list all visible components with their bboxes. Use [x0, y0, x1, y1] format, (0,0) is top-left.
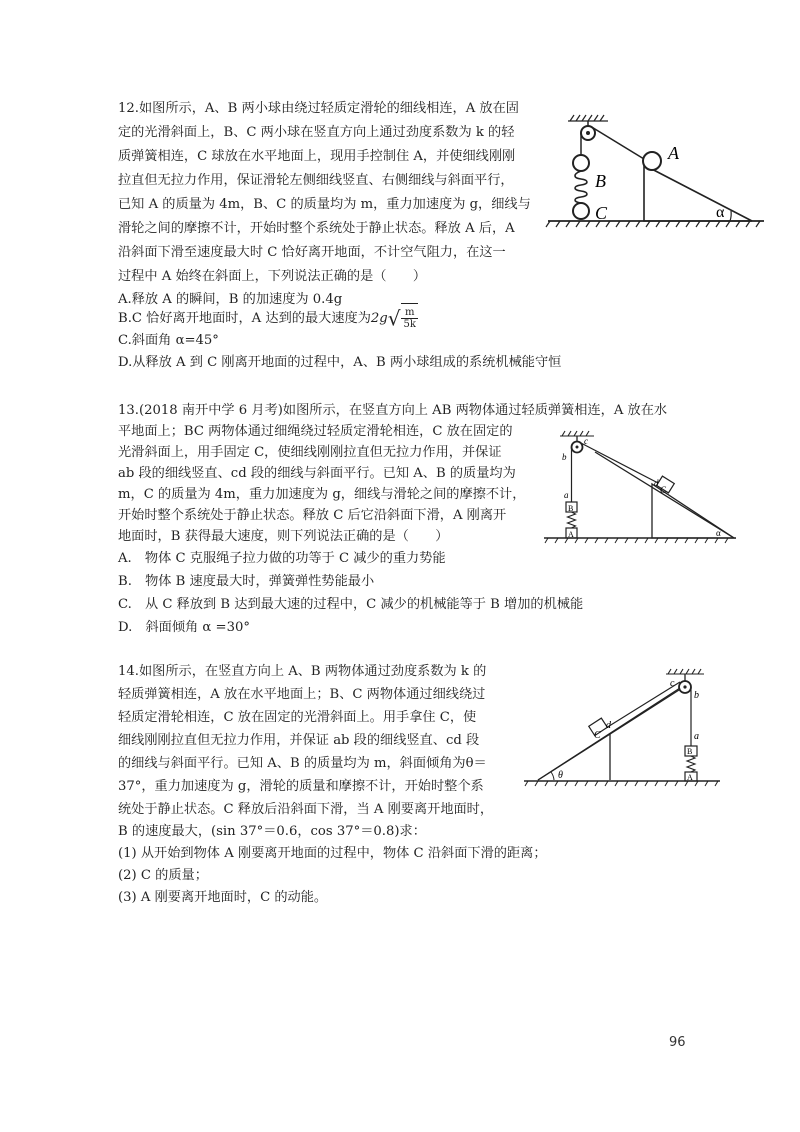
label-b: B: [595, 171, 606, 191]
label-block-b: B: [687, 747, 693, 756]
label-c-point: c: [584, 436, 588, 446]
label-block-a: A: [687, 773, 693, 782]
angle-arc: [551, 772, 554, 780]
page-number: 96: [669, 1035, 686, 1050]
q12-option-d: D.从释放 A 到 C 刚离开地面的过程中，A、B 两小球组成的系统机械能守恒: [118, 355, 562, 370]
q13-line-3: 光滑斜面上，用手固定 C，使细线刚刚拉直但无拉力作用，并保证: [118, 445, 502, 460]
q13-option-a: A. 物体 C 克服绳子拉力做的功等于 C 减少的重力势能: [118, 551, 446, 566]
q12-line-1: 12.如图所示，A、B 两小球由绕过轻质定滑轮的细线相连，A 放在固: [118, 101, 519, 116]
q12-option-a: A.释放 A 的瞬间，B 的加速度为 0.4g: [118, 292, 343, 307]
q12-line-2: 定的光滑斜面上，B、C 两小球在竖直方向上通过劲度系数为 k 的轻: [118, 125, 515, 140]
q14-line-5: 的细线与斜面平行。已知 A、B 的质量均为 m，斜面倾角为θ＝: [118, 756, 487, 771]
label-a: A: [668, 143, 679, 163]
incline-icon: [644, 165, 752, 221]
pulley-axle: [576, 446, 579, 449]
q12-line-7: 沿斜面下滑至速度最大时 C 恰好离开地面，不计空气阻力，在这一: [118, 245, 506, 260]
fraction-numerator: m: [401, 307, 417, 319]
q14-question-3: (3) A 刚要离开地面时，C 的动能。: [118, 890, 328, 905]
ball-a-icon: [643, 152, 661, 170]
q14-line-8: B 的速度最大，(sin 37°＝0.6，cos 37°＝0.8)求：: [118, 824, 426, 839]
q13-line-5: m，C 的质量为 4m，重力加速度为 g，细线与滑轮之间的摩擦不计，: [118, 487, 526, 502]
label-alpha: α: [716, 528, 721, 538]
q12-line-3: 质弹簧相连，C 球放在水平地面上，现用手控制住 A，并使细线刚刚: [118, 149, 516, 164]
spring-icon: [687, 756, 695, 772]
q13-line-2: 平地面上；BC 两物体通过细绳绕过轻质定滑轮相连，C 放在固定的: [118, 424, 513, 439]
q14-question-2: (2) C 的质量；: [118, 868, 208, 883]
q12-option-b-sqrt: [401, 303, 417, 334]
label-c-point: c: [670, 678, 675, 689]
label-block-c: C: [594, 730, 601, 741]
label-b-point: b: [562, 452, 567, 462]
q12-option-b-coef: 2g: [370, 311, 388, 326]
label-a-point: a: [694, 731, 699, 742]
q13-line-1: 13.(2018 南开中学 6 月考)如图所示，在竖直方向上 AB 两物体通过轻质弹簧相连，A 放在水: [118, 403, 668, 418]
q13-line-6: 开始时整个系统处于静止状态。释放 C 后它沿斜面下滑，A 刚离开: [118, 508, 507, 523]
q12-figure: [540, 113, 768, 241]
q13-figure: [540, 430, 740, 548]
q12-option-b-text: B.C 恰好离开地面时，A 达到的最大速度为: [118, 311, 371, 326]
q14-line-6: 37°，重力加速度为 g，滑轮的质量和摩擦不计，开始时整个系: [118, 779, 484, 794]
label-block-b: B: [568, 504, 574, 513]
label-theta: θ: [558, 770, 563, 781]
pulley-axle: [683, 685, 686, 688]
label-d-point: d: [606, 720, 611, 731]
q14-line-7: 统处于静止状态。C 释放后沿斜面下滑，当 A 刚要离开地面时，: [118, 802, 494, 817]
q13-option-b: B. 物体 B 速度最大时，弹簧弹性势能最小: [118, 574, 375, 589]
q12-line-6: 滑轮之间的摩擦不计，开始时整个系统处于静止状态。释放 A 后，A: [118, 221, 515, 236]
label-a-point: a: [564, 490, 569, 500]
q13-option-d: D. 斜面倾角 α =30°: [118, 620, 250, 635]
label-c: C: [595, 203, 608, 223]
q13-line-7: 地面时，B 获得最大速度，则下列说法正确的是（ ）: [118, 529, 449, 544]
label-d-point: d: [654, 478, 659, 488]
pulley-axle: [586, 131, 590, 135]
radical-icon: √: [387, 306, 401, 331]
q13-option-c: C. 从 C 释放到 B 达到最大速的过程中，C 减少的机械能等于 B 增加的机械能: [118, 597, 584, 612]
q12-line-8: 过程中 A 始终在斜面上，下列说法正确的是（ ）: [118, 269, 427, 284]
rope-cd: [606, 682, 680, 728]
label-block-c: C: [660, 485, 667, 495]
q14-line-1: 14.如图所示，在竖直方向上 A、B 两物体通过劲度系数为 k 的: [118, 664, 487, 679]
q14-line-3: 轻质定滑轮相连，C 放在固定的光滑斜面上。用手拿住 C，使: [118, 710, 477, 725]
q14-line-2: 轻质弹簧相连，A 放在水平地面上；B、C 两物体通过细线绕过: [118, 687, 486, 702]
ceiling-hatch: [666, 669, 704, 674]
label-alpha: α: [716, 204, 725, 221]
q12-line-5: 已知 A 的质量为 4m，B、C 的质量均为 m，重力加速度为 g，细线与: [118, 197, 531, 212]
q14-figure: [520, 668, 728, 796]
q14-line-4: 细线刚刚拉直但无拉力作用，并保证 ab 段的细线竖直、cd 段: [118, 733, 480, 748]
rope-incline: [590, 126, 644, 159]
ceiling-hatch: [560, 431, 594, 436]
ground-hatch: [546, 221, 764, 227]
ceiling-hatch: [568, 115, 608, 121]
incline-surface: [595, 452, 734, 538]
q13-line-4: ab 段的细线竖直、cd 段的细线与斜面平行。已知 A、B 的质量均为: [118, 466, 516, 481]
ball-b-icon: [573, 155, 589, 171]
spring-icon: [568, 512, 576, 528]
rope-cd: [579, 442, 660, 484]
incline-hypotenuse: [538, 690, 679, 780]
q12-line-4: 拉直但无拉力作用，保证滑轮左侧细线竖直、右侧细线与斜面平行，: [118, 173, 514, 188]
q12-option-c: C.斜面角 α=45°: [118, 333, 219, 348]
fraction-denominator: 5k: [403, 319, 416, 330]
label-b-point: b: [694, 690, 699, 701]
q12-option-b-fraction: [401, 307, 417, 330]
ball-c-icon: [573, 203, 589, 219]
q12-option-b: [118, 303, 418, 333]
spring-icon: [575, 171, 587, 203]
q14-question-1: (1) 从开始到物体 A 刚要离开地面的过程中，物体 C 沿斜面下滑的距离；: [118, 846, 547, 861]
label-block-a: A: [568, 530, 574, 539]
